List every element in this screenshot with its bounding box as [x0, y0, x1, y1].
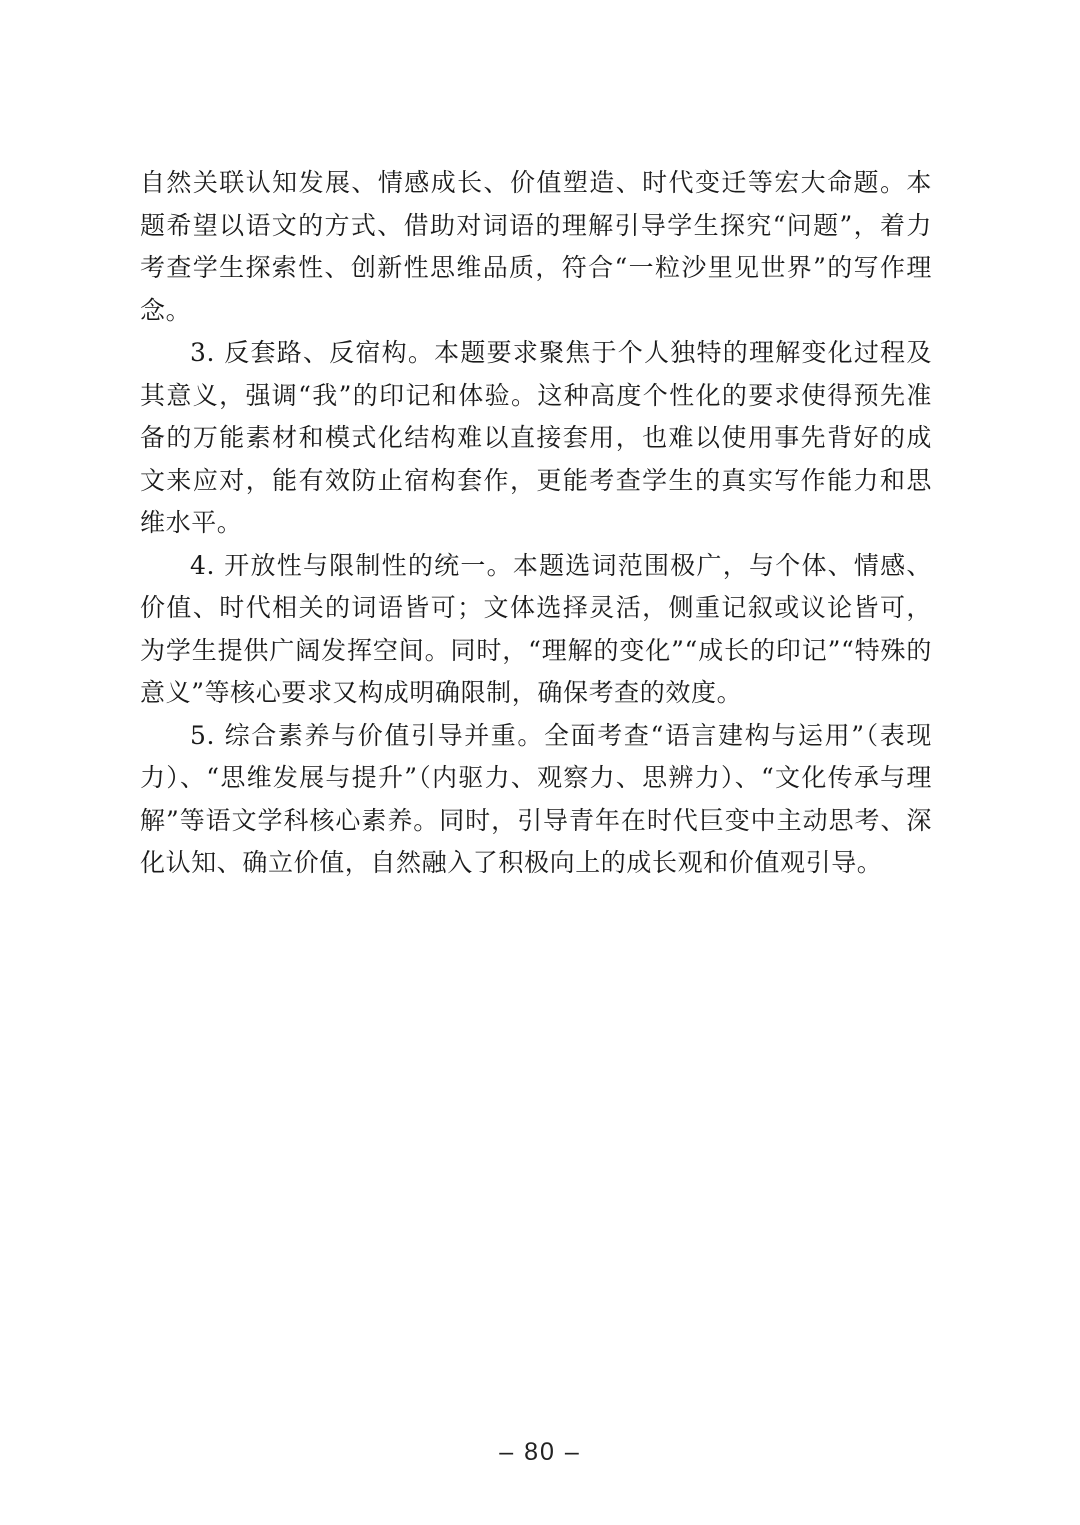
page-number: – 80 –	[499, 1438, 581, 1466]
paragraph-point-4: 4. 开放性与限制性的统一。本题选词范围极广，与个体、情感、价值、时代相关的词语皆可；文体选择灵活，侧重记叙或议论皆可，为学生提供广阔发挥空间。同时，“理解的变化”“成长的印记”“特殊的意义”等核心要求又构成明确限制，确保考查的效度。	[140, 550, 932, 707]
paragraph-point-5: 5. 综合素养与价值引导并重。全面考查“语言建构与运用”（表现力）、“思维发展与提升”（内驱力、观察力、思辨力）、“文化传承与理解”等语文学科核心素养。同时，引导青年在时代巨变中主动思考、深化认知、确立价值，自然融入了积极向上的成长观和价值观引导。	[140, 720, 932, 877]
paragraph-point-3: 3. 反套路、反宿构。本题要求聚焦于个人独特的理解变化过程及其意义，强调“我”的印记和体验。这种高度个性化的要求使得预先准备的万能素材和模式化结构难以直接套用，也难以使用事先背好的成文来应对，能有效防止宿构套作，更能考查学生的真实写作能力和思维水平。	[140, 338, 932, 537]
paragraph-continuation: 自然关联认知发展、情感成长、价值塑造、时代变迁等宏大命题。本题希望以语文的方式、借助对词语的理解引导学生探究“问题”，着力考查学生探索性、创新性思维品质，符合“一粒沙里见世界”的写作理念。	[140, 168, 932, 325]
body-text	[140, 162, 932, 885]
